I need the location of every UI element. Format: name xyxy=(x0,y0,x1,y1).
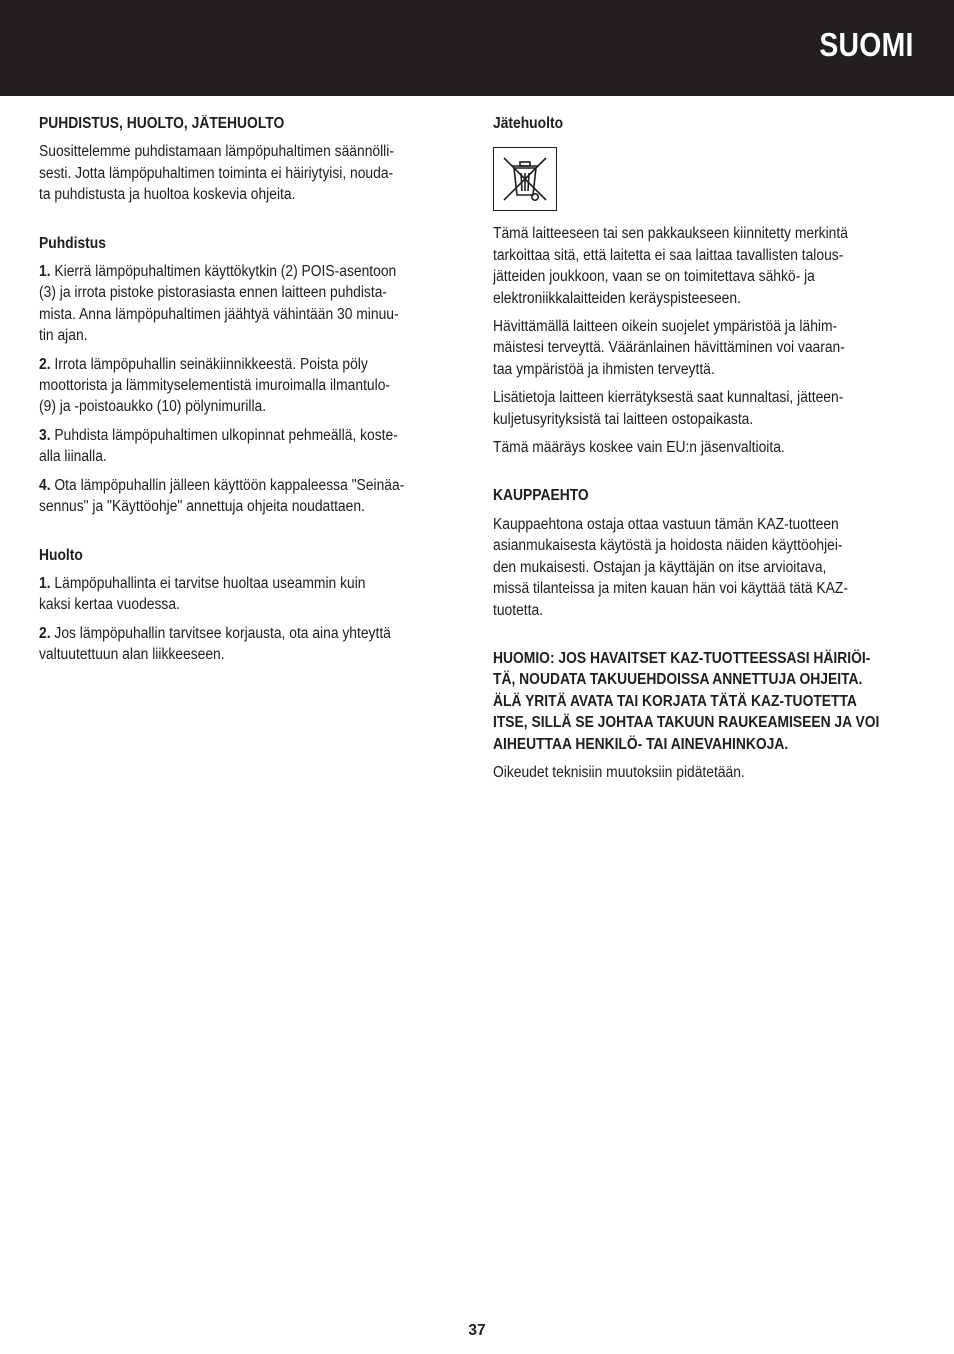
list-item: 3. Puhdista lämpöpuhaltimen ulkopinnat pehmeällä, koste- alla liinalla. xyxy=(39,426,398,466)
list-item: 1. Kierrä lämpöpuhaltimen käyttökytkin (2) POIS-asentoon (3) ja irrota pistoke pistorasiasta ennen laitteen puhdista- mista. Anna lämpöpuhaltimen jäähtyä vähintään 30 minuu- tin ajan. xyxy=(39,263,399,345)
crossed-out-wheelie-bin-icon xyxy=(493,147,557,211)
disposal-paragraph: Tämä määräys koskee vain EU:n jäsenvaltioita. xyxy=(493,439,785,457)
disposal-paragraph: Hävittämällä laitteen oikein suojelet ympäristöä ja lähim- mäistesi terveyttä. Vääränlainen hävittäminen voi vaaran- taa ympäristöä ja ihmisten terveyttä. xyxy=(493,318,845,378)
warning-notice: HUOMIO: JOS HAVAITSET KAZ-TUOTTEESSASI HÄIRIÖI- TÄ, NOUDATA TAKUUEHDOISSA ANNETTUJA OHJEITA. ÄLÄ YRITÄ AVATA TAI KORJATA TÄTÄ KAZ-TUOTETTA ITSE, SILLÄ SE JOHTAA TAKUUN RAUKEAMISEEN JA VOI AIHEUTTAA HENKILÖ- TAI AINEVAHINKOJA. xyxy=(493,649,880,753)
list-item: 2. Jos lämpöpuhallin tarvitsee korjausta, ota aina yhteyttä valtuutettuun alan liikkeeseen. xyxy=(39,624,391,664)
maintenance-heading: Huolto xyxy=(39,546,83,564)
rights-reserved-note: Oikeudet teknisiin muutoksiin pidätetään. xyxy=(493,763,745,781)
intro-paragraph: Suosittelemme puhdistamaan lämpöpuhaltimen säännölli- sesti. Jotta lämpöpuhaltimen toiminta ei häiriytyisi, nouda- ta puhdistusta ja huoltoa koskevia ohjeita. xyxy=(39,143,394,204)
disposal-paragraph: Tämä laitteeseen tai sen pakkaukseen kiinnitetty merkintä tarkoittaa sitä, että laitetta ei saa laittaa tavallisten talous- jätteiden joukkoon, vaan se on toimitettava sähkö- ja elektroniikkalaitteiden keräyspisteeseen. xyxy=(493,225,848,307)
terms-heading: KAUPPAEHTO xyxy=(493,487,589,505)
list-item: 4. Ota lämpöpuhallin jälleen käyttöön kappaleessa "Seinäa- sennus" ja "Käyttöohje" annettuja ohjeita noudattaen. xyxy=(39,476,405,516)
disposal-paragraph: Lisätietoja laitteen kierrätyksestä saat kunnaltasi, jätteen- kuljetusyrityksistä tai laitteen ostopaikasta. xyxy=(493,389,844,428)
terms-paragraph: Kauppaehtona ostaja ottaa vastuun tämän KAZ-tuotteen asianmukaisesta käytöstä ja hoidosta näiden käyttöohjei- den mukaisesti. Ostajan ja käyttäjän on itse arvioitava, missä tilanteissa ja miten kauan hän voi käyttää tätä KAZ- tuotetta. xyxy=(493,515,848,619)
cleaning-heading: Puhdistus xyxy=(39,234,106,252)
language-title: SUOMI xyxy=(819,26,914,63)
disposal-heading: Jätehuolto xyxy=(493,115,564,132)
section-heading: PUHDISTUS, HUOLTO, JÄTEHUOLTO xyxy=(39,115,285,132)
page-number: 37 xyxy=(468,1322,486,1339)
list-item: 2. Irrota lämpöpuhallin seinäkiinnikkeestä. Poista pöly moottorista ja lämmityselementistä imuroimalla ilmantulo- (9) ja -poistoaukko (10) pölynimurilla. xyxy=(39,355,391,416)
right-column xyxy=(493,113,915,783)
list-item: 1. Lämpöpuhallinta ei tarvitse huoltaa useammin kuin kaksi kertaa vuodessa. xyxy=(39,574,366,614)
header-bar xyxy=(0,0,954,96)
left-column xyxy=(39,113,461,666)
